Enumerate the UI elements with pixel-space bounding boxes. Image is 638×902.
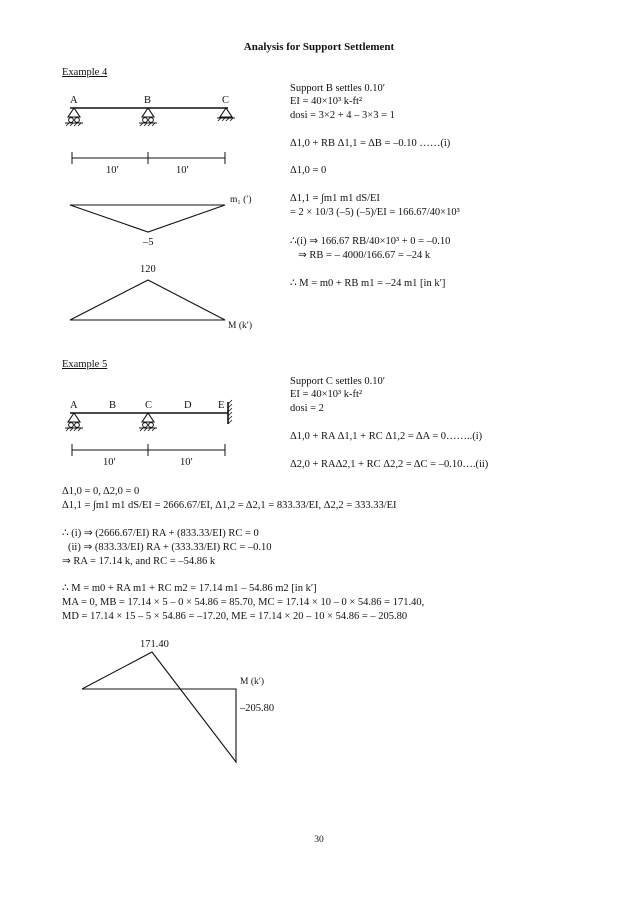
m1-diagram-value: –5 [143, 237, 154, 248]
support-c-pin [217, 108, 235, 121]
ex4-line-10: ∴ M = m0 + RB m1 = –24 m1 [in k′] [290, 278, 446, 289]
ex4-line-5: Δ1,0 = 0 [290, 165, 327, 176]
ex5-line-1: Support C settles 0.10′ [290, 376, 386, 387]
ex5-line-5: Δ2,0 + RAΔ2,1 + RC Δ2,2 = ΔC = –0.10….(ii) [290, 459, 489, 470]
m-final-peak: 171.40 [140, 639, 169, 650]
support-label-c: C [145, 400, 153, 411]
page-title: Analysis for Support Settlement [243, 41, 395, 53]
ex5-body-8: MD = 17.14 × 15 – 5 × 54.86 = –17.20, ME = 17.14 × 20 – 10 × 54.86 = – 205.80 [62, 611, 408, 622]
ex4-line-4: Δ1,0 + RB Δ1,1 = ΔB = –0.10 ……(i) [290, 138, 451, 149]
support-label-e: E [218, 400, 225, 411]
m1-diagram-label: m₁ (′) [230, 195, 252, 205]
ex5-body-4: (ii) ⇒ (833.33/EI) RA + (333.33/EI) RC = –0.10 [68, 542, 272, 553]
ex5-line-4: Δ1,0 + RA Δ1,1 + RC Δ1,2 = ΔA = 0……..(i) [290, 431, 483, 442]
support-a-roller [65, 413, 83, 431]
support-a-roller [65, 108, 83, 126]
support-label-d: D [184, 400, 192, 411]
m-final-label: M (k′) [240, 677, 264, 687]
span-label-bc: 10′ [176, 165, 189, 176]
support-label-a: A [70, 95, 78, 106]
ex4-line-6: Δ1,1 = ∫m1 m1 dS/EI [290, 193, 380, 204]
ex4-line-8: ∴(i) ⇒ 166.67 RB/40×10³ + 0 = –0.10 [290, 236, 451, 247]
m-diagram-peak: 120 [140, 264, 156, 275]
m-final-min: –205.80 [240, 703, 275, 714]
support-label-a: A [70, 400, 78, 411]
span-label-ac: 10′ [103, 457, 116, 468]
ex5-body-6: ∴ M = m0 + RA m1 + RC m2 = 17.14 m1 – 54.86 m2 [in k′] [62, 583, 317, 594]
ex5-body-7: MA = 0, MB = 17.14 × 5 – 0 × 54.86 = 85.70, MC = 17.14 × 10 – 0 × 54.86 = 171.40, [62, 597, 425, 608]
support-b-roller [139, 108, 157, 126]
ex4-line-3: dosi = 3×2 + 4 – 3×3 = 1 [290, 110, 395, 121]
page-number: 30 [314, 835, 324, 845]
example4-heading: Example 4 [62, 67, 108, 78]
support-label-c: C [222, 95, 230, 106]
support-e-fixed [228, 400, 232, 424]
support-label-b: B [109, 400, 117, 411]
ex5-body-5: ⇒ RA = 17.14 k, and RC = –54.86 k [62, 556, 216, 567]
ex4-line-7: = 2 × 10/3 (–5) (–5)/EI = 166.67/40×10³ [290, 207, 460, 218]
ex5-line-3: dosi = 2 [290, 403, 324, 414]
support-label-b: B [144, 95, 152, 106]
ex5-body-1: Δ1,0 = 0, Δ2,0 = 0 [62, 486, 140, 497]
ex5-line-2: EI = 40×10³ k-ft² [290, 389, 363, 400]
span-label-ce: 10′ [180, 457, 193, 468]
ex4-line-2: EI = 40×10³ k-ft² [290, 96, 363, 107]
ex4-line-9: ⇒ RB = – 4000/166.67 = –24 k [298, 250, 431, 261]
ex5-body-3: ∴ (i) ⇒ (2666.67/EI) RA + (833.33/EI) RC = 0 [62, 528, 259, 539]
support-c-roller [139, 413, 157, 431]
span-label-ab: 10′ [106, 165, 119, 176]
m-diagram-label: M (k′) [228, 321, 252, 331]
ex4-line-1: Support B settles 0.10′ [290, 83, 386, 94]
ex5-body-2: Δ1,1 = ∫m1 m1 dS/EI = 2666.67/EI, Δ1,2 = Δ2,1 = 833.33/EI, Δ2,2 = 333.33/EI [62, 500, 397, 511]
example5-heading: Example 5 [62, 359, 108, 370]
